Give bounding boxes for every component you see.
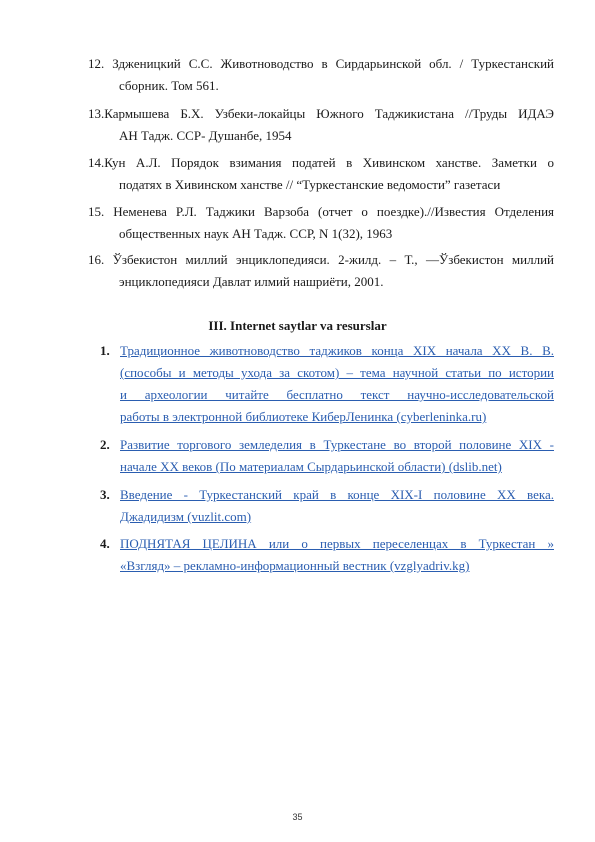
reference-text: Ўзбекистон миллий энциклопедияси. 2-жилд. – Т., ―Ўзбекистон миллий (112, 252, 554, 267)
reference-text: Кун А.Л. Порядок взимания податей в Хивинском ханстве. Заметки о (104, 155, 554, 170)
link-text-line: Введение - Туркестанский край в конце XIX-I половине XX века. (120, 487, 554, 502)
link-text-line: ПОДНЯТАЯ ЦЕЛИНА или о первых переселенцах в Туркестан » (120, 536, 554, 551)
link-text-line: и археологии читайте бесплатно текст научно-исследовательской (120, 387, 554, 402)
vuzlit-link[interactable] (120, 484, 554, 528)
reference-text: Здженицкий С.С. Животноводство в Сирдарьинской обл. / Туркестанский (112, 56, 554, 71)
reference-text: Неменева Р.Л. Таджики Варзоба (отчет о поездке).//Известия Отделения (113, 204, 554, 219)
reference-text-continued: сборник. Том 561. (119, 78, 219, 93)
reference-number: 14. (88, 155, 105, 170)
reference-item (88, 103, 554, 147)
reference-number: 16. (88, 252, 105, 267)
reference-number: 12. (88, 56, 105, 71)
reference-number: 15. (88, 204, 105, 219)
reference-item (88, 152, 554, 196)
link-text-line: Традиционное животноводство таджиков конца XIX начала XX В. В. (120, 343, 554, 358)
link-text-line: (способы и методы ухода за скотом) – тема научной статьи по истории (120, 365, 554, 380)
link-text-line: Джадидизм (vuzlit.com) (120, 509, 252, 524)
reference-item (88, 249, 554, 293)
reference-item (88, 53, 554, 97)
section-heading: III. Internet saytlar va resurslar (208, 318, 387, 333)
dslib-link[interactable] (120, 434, 554, 478)
reference-item (88, 201, 554, 245)
link-number: 2. (100, 437, 110, 452)
internet-link-item (100, 533, 554, 577)
link-text-line: «Взгляд» – рекламно-информационный вестник (vzglyadriv.kg) (120, 558, 470, 573)
link-text-line: Развитие торгового земледелия в Туркестане во второй половине XIX - (120, 437, 554, 452)
reference-number: 13. (88, 106, 105, 121)
vzglyadriv-link[interactable] (120, 533, 554, 577)
reference-text-continued: АН Тадж. ССР- Душанбе, 1954 (119, 128, 292, 143)
link-text-line: работы в электронной библиотеке КиберЛенинка (cyberleninka.ru) (120, 409, 487, 424)
internet-link-item (100, 484, 554, 528)
cyberleninka-link[interactable] (120, 340, 554, 428)
page-number: 35 (292, 812, 303, 822)
reference-text-continued: энциклопедияси Давлат илмий нашриёти, 2001. (119, 274, 384, 289)
link-text-line: начале XX веков (По материалам Сырдарьинской области) (dslib.net) (120, 459, 502, 474)
reference-text: Кармышева Б.Х. Узбеки-локайцы Южного Таджикистана //Труды ИДАЭ (104, 106, 554, 121)
link-number: 3. (100, 487, 110, 502)
reference-text-continued: общественных наук АН Тадж. ССР, N 1(32), 1963 (119, 226, 393, 241)
internet-link-item (100, 340, 554, 428)
link-number: 4. (100, 536, 110, 551)
reference-text-continued: податях в Хивинском ханстве // “Туркестанские ведомости” газетаси (119, 177, 501, 192)
internet-link-item (100, 434, 554, 478)
link-number: 1. (100, 343, 110, 358)
